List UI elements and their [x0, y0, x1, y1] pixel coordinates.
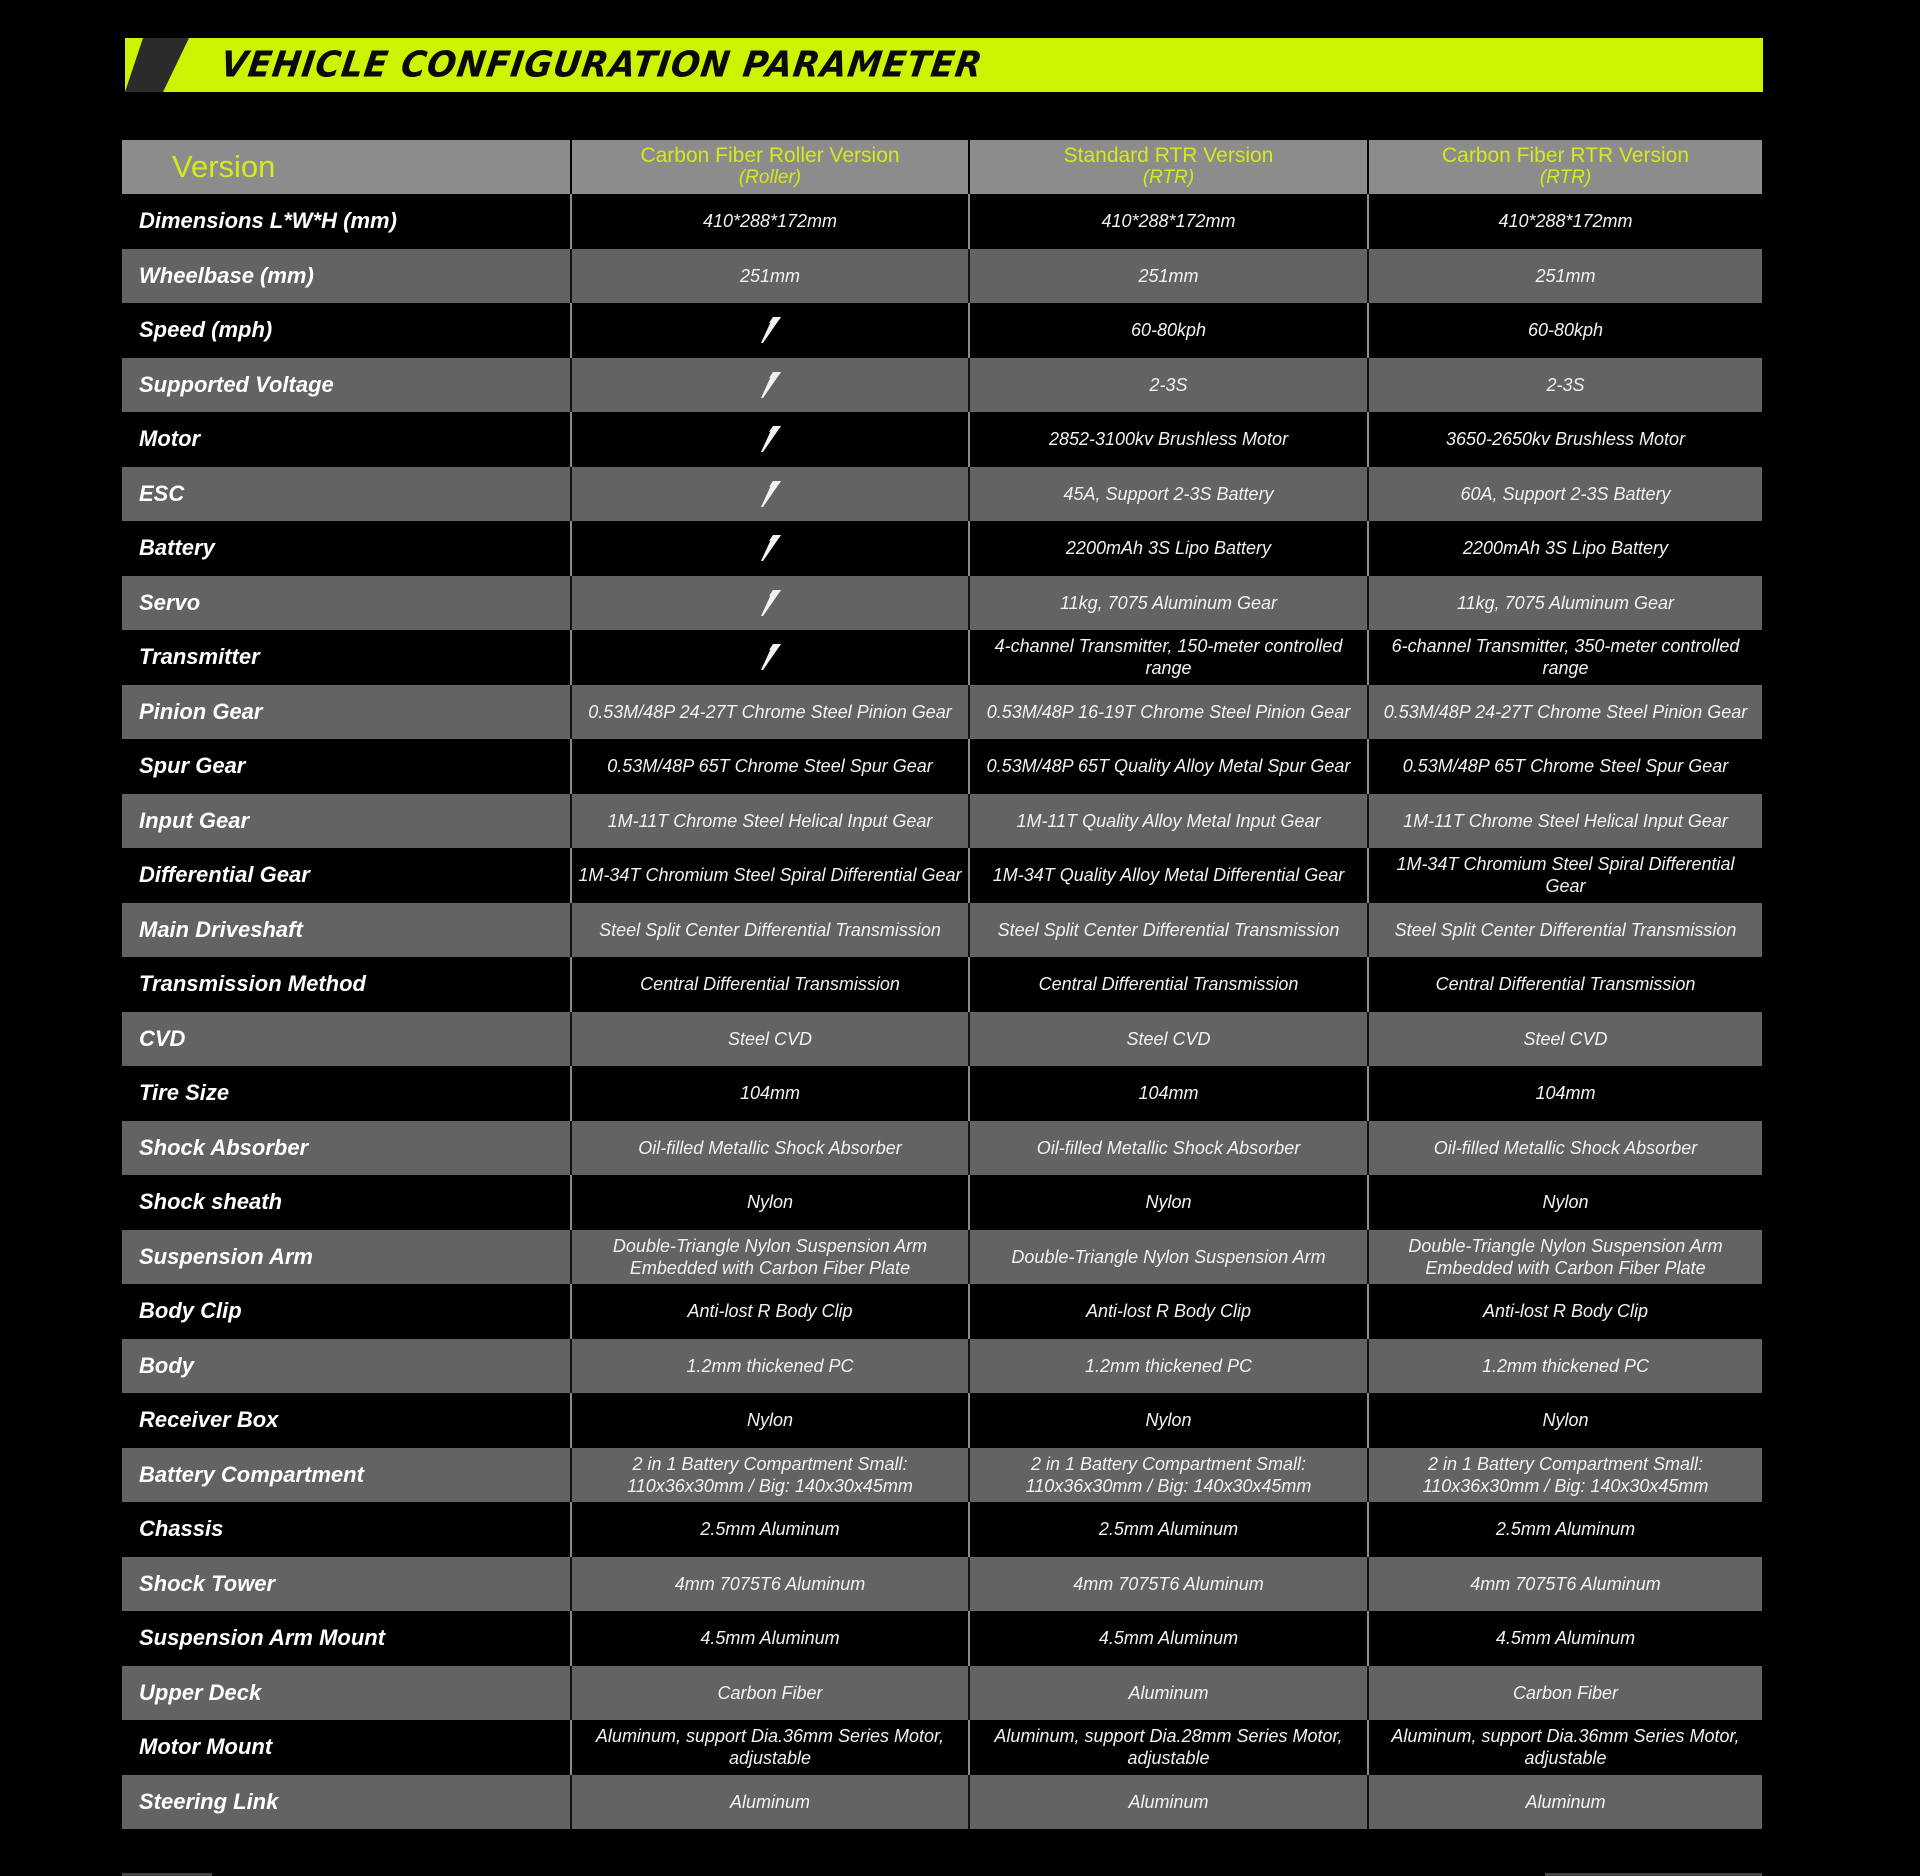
row-label: Battery Compartment — [139, 1461, 364, 1487]
row-label: Chassis — [139, 1516, 224, 1542]
spec-value: Aluminum, support Dia.36mm Series Motor, adjustable — [570, 1720, 968, 1775]
spec-value: Nylon — [968, 1175, 1367, 1230]
spec-value: Central Differential Transmission — [570, 957, 968, 1012]
spec-table — [122, 140, 1762, 1829]
not-included-cell — [570, 358, 968, 413]
spec-value: 0.53M/48P 65T Quality Alloy Metal Spur Gear — [968, 739, 1367, 794]
column-name: Carbon Fiber Roller Version — [640, 144, 900, 167]
not-included-cell — [570, 576, 968, 631]
table-row — [122, 249, 1762, 304]
table-row — [122, 521, 1762, 576]
spec-value: Aluminum — [968, 1666, 1367, 1721]
spec-value: Central Differential Transmission — [1367, 957, 1762, 1012]
table-row — [122, 794, 1762, 849]
version-header: Version — [172, 149, 276, 184]
spec-value: 4mm 7075T6 Aluminum — [1367, 1557, 1762, 1612]
spec-value: Aluminum — [968, 1775, 1367, 1830]
spec-value: 251mm — [968, 249, 1367, 304]
row-label: Motor — [139, 426, 201, 452]
spec-value: Steel CVD — [570, 1012, 968, 1067]
spec-value: Anti-lost R Body Clip — [1367, 1284, 1762, 1339]
spec-value: Oil-filled Metallic Shock Absorber — [968, 1121, 1367, 1176]
slash-dash-icon — [759, 481, 781, 507]
spec-value: 2200mAh 3S Lipo Battery — [1367, 521, 1762, 576]
spec-value: 2 in 1 Battery Compartment Small: 110x36x30mm / Big: 140x30x45mm — [570, 1448, 968, 1503]
slash-dash-icon — [759, 317, 781, 343]
spec-value: 4.5mm Aluminum — [968, 1611, 1367, 1666]
row-label: Servo — [139, 589, 201, 615]
spec-value: 1M-34T Quality Alloy Metal Differential Gear — [968, 848, 1367, 903]
spec-value: Double-Triangle Nylon Suspension Arm — [968, 1230, 1367, 1285]
spec-value: Nylon — [570, 1393, 968, 1448]
row-label: Motor Mount — [139, 1734, 273, 1760]
row-label: Dimensions L*W*H (mm) — [139, 208, 397, 234]
table-row — [122, 1720, 1762, 1775]
row-label: Steering Link — [139, 1788, 279, 1814]
spec-value: Double-Triangle Nylon Suspension Arm Embedded with Carbon Fiber Plate — [1367, 1230, 1762, 1285]
not-included-cell — [570, 412, 968, 467]
row-label: Shock Absorber — [139, 1134, 309, 1160]
spec-value: Aluminum — [570, 1775, 968, 1830]
spec-value: 0.53M/48P 24-27T Chrome Steel Pinion Gear — [570, 685, 968, 740]
spec-value: 104mm — [570, 1066, 968, 1121]
not-included-cell — [570, 630, 968, 685]
spec-value: Aluminum, support Dia.28mm Series Motor, adjustable — [968, 1720, 1367, 1775]
table-row — [122, 303, 1762, 358]
spec-value: Carbon Fiber — [1367, 1666, 1762, 1721]
spec-value: 0.53M/48P 24-27T Chrome Steel Pinion Gear — [1367, 685, 1762, 740]
spec-value: 0.53M/48P 16-19T Chrome Steel Pinion Gear — [968, 685, 1367, 740]
spec-value: 11kg, 7075 Aluminum Gear — [1367, 576, 1762, 631]
row-label: Main Driveshaft — [139, 916, 303, 942]
not-included-cell — [570, 467, 968, 522]
spec-value: Steel Split Center Differential Transmission — [968, 903, 1367, 958]
table-row — [122, 1230, 1762, 1285]
row-label: Body — [139, 1352, 194, 1378]
slash-dash-icon — [759, 644, 781, 670]
spec-value: 4.5mm Aluminum — [1367, 1611, 1762, 1666]
table-row — [122, 358, 1762, 413]
spec-value: 4mm 7075T6 Aluminum — [968, 1557, 1367, 1612]
not-included-cell — [570, 303, 968, 358]
table-row — [122, 1448, 1762, 1503]
spec-value: 1M-11T Quality Alloy Metal Input Gear — [968, 794, 1367, 849]
spec-value: Oil-filled Metallic Shock Absorber — [1367, 1121, 1762, 1176]
spec-value: 2.5mm Aluminum — [570, 1502, 968, 1557]
spec-value: Aluminum, support Dia.36mm Series Motor, adjustable — [1367, 1720, 1762, 1775]
spec-value: Steel CVD — [1367, 1012, 1762, 1067]
column-name: Carbon Fiber RTR Version — [1441, 144, 1690, 167]
table-row — [122, 848, 1762, 903]
spec-value: 2200mAh 3S Lipo Battery — [968, 521, 1367, 576]
banner-slash-icon — [125, 38, 195, 92]
table-row — [122, 903, 1762, 958]
spec-value: 104mm — [968, 1066, 1367, 1121]
row-label: Tire Size — [139, 1080, 230, 1106]
table-row — [122, 1175, 1762, 1230]
spec-value: 45A, Support 2-3S Battery — [968, 467, 1367, 522]
spec-value: 2-3S — [968, 358, 1367, 413]
spec-value: 60-80kph — [1367, 303, 1762, 358]
row-label: Suspension Arm — [139, 1243, 313, 1269]
table-row — [122, 467, 1762, 522]
spec-value: 104mm — [1367, 1066, 1762, 1121]
spec-value: 2852-3100kv Brushless Motor — [968, 412, 1367, 467]
spec-value: 60A, Support 2-3S Battery — [1367, 467, 1762, 522]
column-subtitle: (RTR) — [1142, 167, 1195, 188]
spec-value: 0.53M/48P 65T Chrome Steel Spur Gear — [1367, 739, 1762, 794]
spec-value: 2 in 1 Battery Compartment Small: 110x36x30mm / Big: 140x30x45mm — [1367, 1448, 1762, 1503]
slash-dash-icon — [759, 590, 781, 616]
not-included-cell — [570, 521, 968, 576]
spec-value: Nylon — [1367, 1393, 1762, 1448]
spec-value: Aluminum — [1367, 1775, 1762, 1830]
table-row — [122, 1393, 1762, 1448]
spec-value: 4.5mm Aluminum — [570, 1611, 968, 1666]
spec-value: Anti-lost R Body Clip — [570, 1284, 968, 1339]
row-label: Shock sheath — [139, 1189, 283, 1215]
spec-value: 1.2mm thickened PC — [968, 1339, 1367, 1394]
row-label: CVD — [139, 1025, 186, 1051]
table-row — [122, 1066, 1762, 1121]
spec-value: 1.2mm thickened PC — [1367, 1339, 1762, 1394]
spec-value: Anti-lost R Body Clip — [968, 1284, 1367, 1339]
column-header — [1367, 140, 1762, 194]
spec-value: Nylon — [1367, 1175, 1762, 1230]
spec-value: 3650-2650kv Brushless Motor — [1367, 412, 1762, 467]
slash-dash-icon — [759, 372, 781, 398]
spec-value: 6-channel Transmitter, 350-meter controlled range — [1367, 630, 1762, 685]
table-header — [122, 140, 1762, 194]
spec-value: 4mm 7075T6 Aluminum — [570, 1557, 968, 1612]
table-row — [122, 576, 1762, 631]
table-row — [122, 1775, 1762, 1830]
spec-value: Central Differential Transmission — [968, 957, 1367, 1012]
row-label: Upper Deck — [139, 1679, 262, 1705]
spec-value: 4-channel Transmitter, 150-meter controlled range — [968, 630, 1367, 685]
spec-value: Nylon — [968, 1393, 1367, 1448]
table-row — [122, 412, 1762, 467]
page-title: VEHICLE CONFIGURATION PARAMETER — [218, 44, 986, 86]
row-label: Shock Tower — [139, 1570, 276, 1596]
row-label: Body Clip — [139, 1298, 242, 1324]
row-label: Transmitter — [139, 644, 260, 670]
spec-value: 1M-34T Chromium Steel Spiral Differential Gear — [570, 848, 968, 903]
row-label: Transmission Method — [139, 971, 366, 997]
spec-value: Double-Triangle Nylon Suspension Arm Embedded with Carbon Fiber Plate — [570, 1230, 968, 1285]
table-row — [122, 739, 1762, 794]
spec-value: 410*288*172mm — [570, 194, 968, 249]
spec-value: 60-80kph — [968, 303, 1367, 358]
spec-value: Oil-filled Metallic Shock Absorber — [570, 1121, 968, 1176]
spec-value: 2-3S — [1367, 358, 1762, 413]
column-name: Standard RTR Version — [1063, 144, 1274, 167]
row-label: Speed (mph) — [139, 317, 273, 343]
row-label: Pinion Gear — [139, 698, 263, 724]
column-header — [968, 140, 1367, 194]
spec-value: Steel CVD — [968, 1012, 1367, 1067]
spec-value: 2.5mm Aluminum — [968, 1502, 1367, 1557]
table-row — [122, 630, 1762, 685]
title-banner — [125, 38, 1763, 92]
row-label: Differential Gear — [139, 862, 310, 888]
row-label: Input Gear — [139, 807, 250, 833]
table-row — [122, 1339, 1762, 1394]
table-row — [122, 1012, 1762, 1067]
spec-value: 0.53M/48P 65T Chrome Steel Spur Gear — [570, 739, 968, 794]
table-row — [122, 685, 1762, 740]
row-label: Suspension Arm Mount — [139, 1625, 386, 1651]
column-subtitle: (RTR) — [1539, 167, 1592, 188]
row-label: Supported Voltage — [139, 371, 334, 397]
table-row — [122, 1557, 1762, 1612]
slash-dash-icon — [759, 426, 781, 452]
spec-value: 410*288*172mm — [968, 194, 1367, 249]
table-row — [122, 957, 1762, 1012]
slash-dash-icon — [759, 535, 781, 561]
table-row — [122, 1121, 1762, 1176]
spec-value: 11kg, 7075 Aluminum Gear — [968, 576, 1367, 631]
spec-value: 1.2mm thickened PC — [570, 1339, 968, 1394]
column-subtitle: (Roller) — [738, 167, 802, 188]
spec-value: 251mm — [570, 249, 968, 304]
spec-value: 1M-11T Chrome Steel Helical Input Gear — [570, 794, 968, 849]
table-body — [122, 194, 1762, 1829]
row-label: Battery — [139, 535, 215, 561]
spec-value: 410*288*172mm — [1367, 194, 1762, 249]
table-row — [122, 1666, 1762, 1721]
table-row — [122, 194, 1762, 249]
spec-value: Nylon — [570, 1175, 968, 1230]
row-label: Wheelbase (mm) — [139, 262, 314, 288]
row-label: Spur Gear — [139, 753, 246, 779]
table-row — [122, 1284, 1762, 1339]
spec-value: 2 in 1 Battery Compartment Small: 110x36x30mm / Big: 140x30x45mm — [968, 1448, 1367, 1503]
spec-value: 1M-34T Chromium Steel Spiral Differential Gear — [1367, 848, 1762, 903]
row-label: ESC — [139, 480, 185, 506]
spec-value: Steel Split Center Differential Transmission — [570, 903, 968, 958]
spec-value: 251mm — [1367, 249, 1762, 304]
table-row — [122, 1611, 1762, 1666]
row-label: Receiver Box — [139, 1407, 279, 1433]
spec-value: Carbon Fiber — [570, 1666, 968, 1721]
spec-value: 1M-11T Chrome Steel Helical Input Gear — [1367, 794, 1762, 849]
table-row — [122, 1502, 1762, 1557]
column-header — [570, 140, 968, 194]
spec-value: 2.5mm Aluminum — [1367, 1502, 1762, 1557]
spec-value: Steel Split Center Differential Transmission — [1367, 903, 1762, 958]
